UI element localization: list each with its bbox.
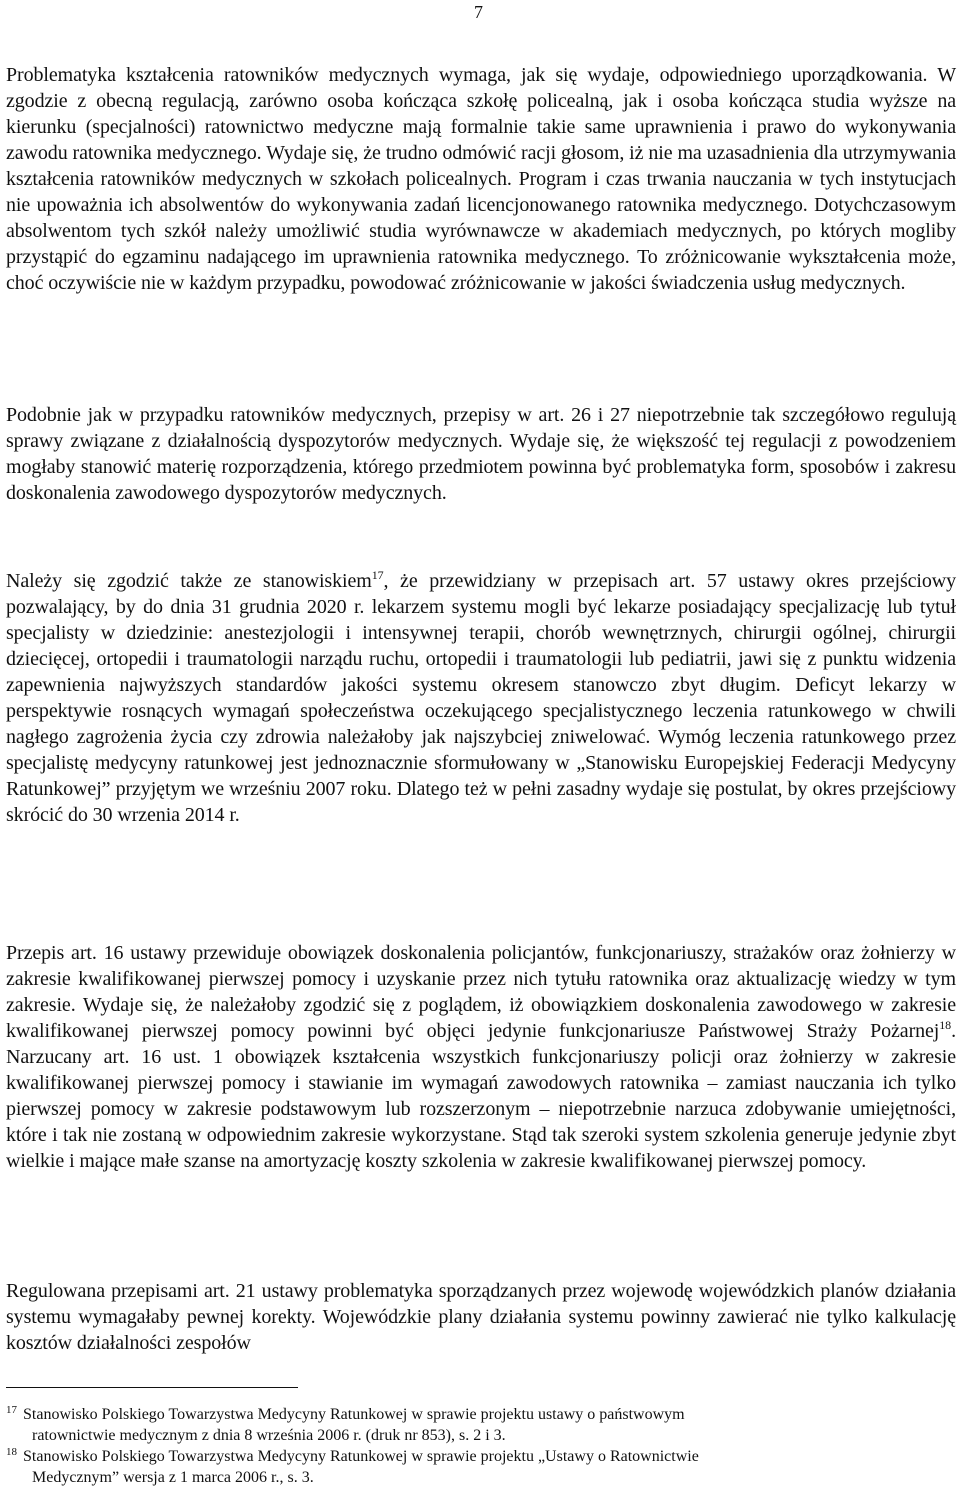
footnote-text-line1: Stanowisko Polskiego Towarzystwa Medycyny Ratunkowej w sprawie projektu „Ustawy o Ratownictwie <box>23 1448 699 1465</box>
footnote-number: 18 <box>6 1446 17 1458</box>
paragraph-3-text-before: Należy się zgodzić także ze stanowiskiem <box>6 570 372 592</box>
footnote-ref-17[interactable]: 17 <box>371 568 384 582</box>
paragraph-4-text-after: . Narzucany art. 16 ust. 1 obowiązek kształcenia wszystkich funkcjonariuszy policji oraz żołnierzy w zakresie kwalifikowanej pierwszej pomocy i stawianie im wymagań zawodowych ratownika – zamiast nauczania ich tylko pierwszej pomocy w zakresie podstawowym lub rozszerzonym – niepotrzebnie narzuca zdobywanie umiejętności, które i tak nie zostaną w odpowiednim zakresie wykorzystane. Stąd tak szeroki system szkolenia generuje jedynie zbyt wielkie i mające małe szanse na amortyzację koszty szkolenia w zakresie kwalifikowanej pierwszej pomocy. <box>6 1020 956 1172</box>
paragraph-2: Podobnie jak w przypadku ratowników medycznych, przepisy w art. 26 i 27 niepotrzebnie tak szczegółowo regulują sprawy związane z działalnością dyspozytorów medycznych. Wydaje się, że większość tej regulacji z powodzeniem mogłaby stanowić materię rozporządzenia, którego przedmiotem powinna być problematyka form, sposobów i zakresu doskonalenia zawodowego dyspozytorów medycznych. <box>6 404 956 504</box>
paragraph-5: Regulowana przepisami art. 21 ustawy problematyka sporządzanych przez wojewodę wojewódzkich planów działania systemu wymagałaby pewnej korekty. Wojewódzkie plany działania systemu powinny zawierać nie tylko kalkulację kosztów działalności zespołów <box>6 1280 956 1354</box>
footnote-text-line2: ratownictwie medycznym z dnia 8 września 2006 r. (druk nr 853), s. 2 i 3. <box>32 1427 506 1444</box>
paragraph-4-text-before: Przepis art. 16 ustawy przewiduje obowiązek doskonalenia policjantów, funkcjonariuszy, strażaków oraz żołnierzy w zakresie kwalifikowanej pierwszej pomocy i uzyskanie przez nich tytułu ratownika oraz aktualizację wiedzy w tym zakresie. Wydaje się, że należałoby zgodzić się z poglądem, iż obowiązkiem doskonalenia zawodowego w zakresie kwalifikowanej pierwszej pomocy powinni być objęci jedynie funkcjonariusze Państwowej Straży Pożarnej <box>6 942 956 1042</box>
footnote-17 <box>6 1404 926 1446</box>
paragraph-1: Problematyka kształcenia ratowników medycznych wymaga, jak się wydaje, odpowiedniego uporządkowania. W zgodzie z obecną regulacją, zarówno osoba kończąca szkołę policealną, jak i osoba kończąca studia wyższe na kierunku (specjalności) ratownictwo medyczne mają formalnie takie same uprawnienia i prawo do wykonywania zawodu ratownika medycznego. Wydaje się, że trudno odmówić racji głosom, iż nie ma uzasadnienia dla utrzymywania kształcenia ratowników medycznych w szkołach policealnych. Program i czas trwania nauczania w tych instytucjach nie upoważnia ich absolwentów do wykonywania zadań licencjonowanego ratownika medycznego. Dotychczasowym absolwentom tych szkół należy umożliwić studia wyrównawcze w akademiach medycznych, po których mogliby przystąpić do egzaminu nadającego im uprawnienia ratownika medycznego. To zróżnicowanie wykształcenia może, choć oczywiście nie w każdym przypadku, powodować zróżnicowanie w jakości świadczenia usług medycznych. <box>6 64 956 294</box>
footnote-number: 17 <box>6 1404 17 1416</box>
footnote-text-line2: Medycznym” wersja z 1 marca 2006 r., s. 3. <box>32 1469 314 1486</box>
paragraph-3-text-after: , że przewidziany w przepisach art. 57 ustawy okres przejściowy pozwalający, by do dnia 31 grudnia 2020 r. lekarzem systemu mogli być lekarze posiadający specjalizację lub tytuł specjalisty w dziedzinie: anestezjologii i intensywnej terapii, chorób wewnętrznych, chirurgii ogólnej, chirurgii dziecięcej, ortopedii i traumatologii narządu ruchu, ortopedii i traumatologii lub pediatrii, jawi się z punktu widzenia zapewnienia najwyższych standardów jakości systemu okresem stanowczo zbyt długim. Deficyt lekarzy w perspektywie rosnących wymagań społeczeństwa oczekującego specjalistycznego leczenia ratunkowego w chwili nagłego zagrożenia życia czy zdrowia należałoby jak najszybciej zniwelować. Wymóg leczenia ratunkowego przez specjalistę medycyny ratunkowej jest jednoznacznie sformułowany w „Stanowisku Europejskiej Federacji Medycyny Ratunkowej” przyjętym we wrześniu 2007 roku. Dlatego też w pełni zasadny wydaje się postulat, by okres przejściowy skrócić do 30 wrzenia 2014 r. <box>6 570 957 826</box>
paragraph-3 <box>6 568 956 828</box>
footnote-separator <box>6 1387 298 1388</box>
page-number: 7 <box>474 2 483 22</box>
footnote-text-line1: Stanowisko Polskiego Towarzystwa Medycyny Ratunkowej w sprawie projektu ustawy o państwowym <box>23 1406 685 1423</box>
paragraph-4 <box>6 940 956 1174</box>
footnote-18 <box>6 1446 926 1488</box>
footnote-ref-18[interactable]: 18 <box>939 1018 952 1032</box>
